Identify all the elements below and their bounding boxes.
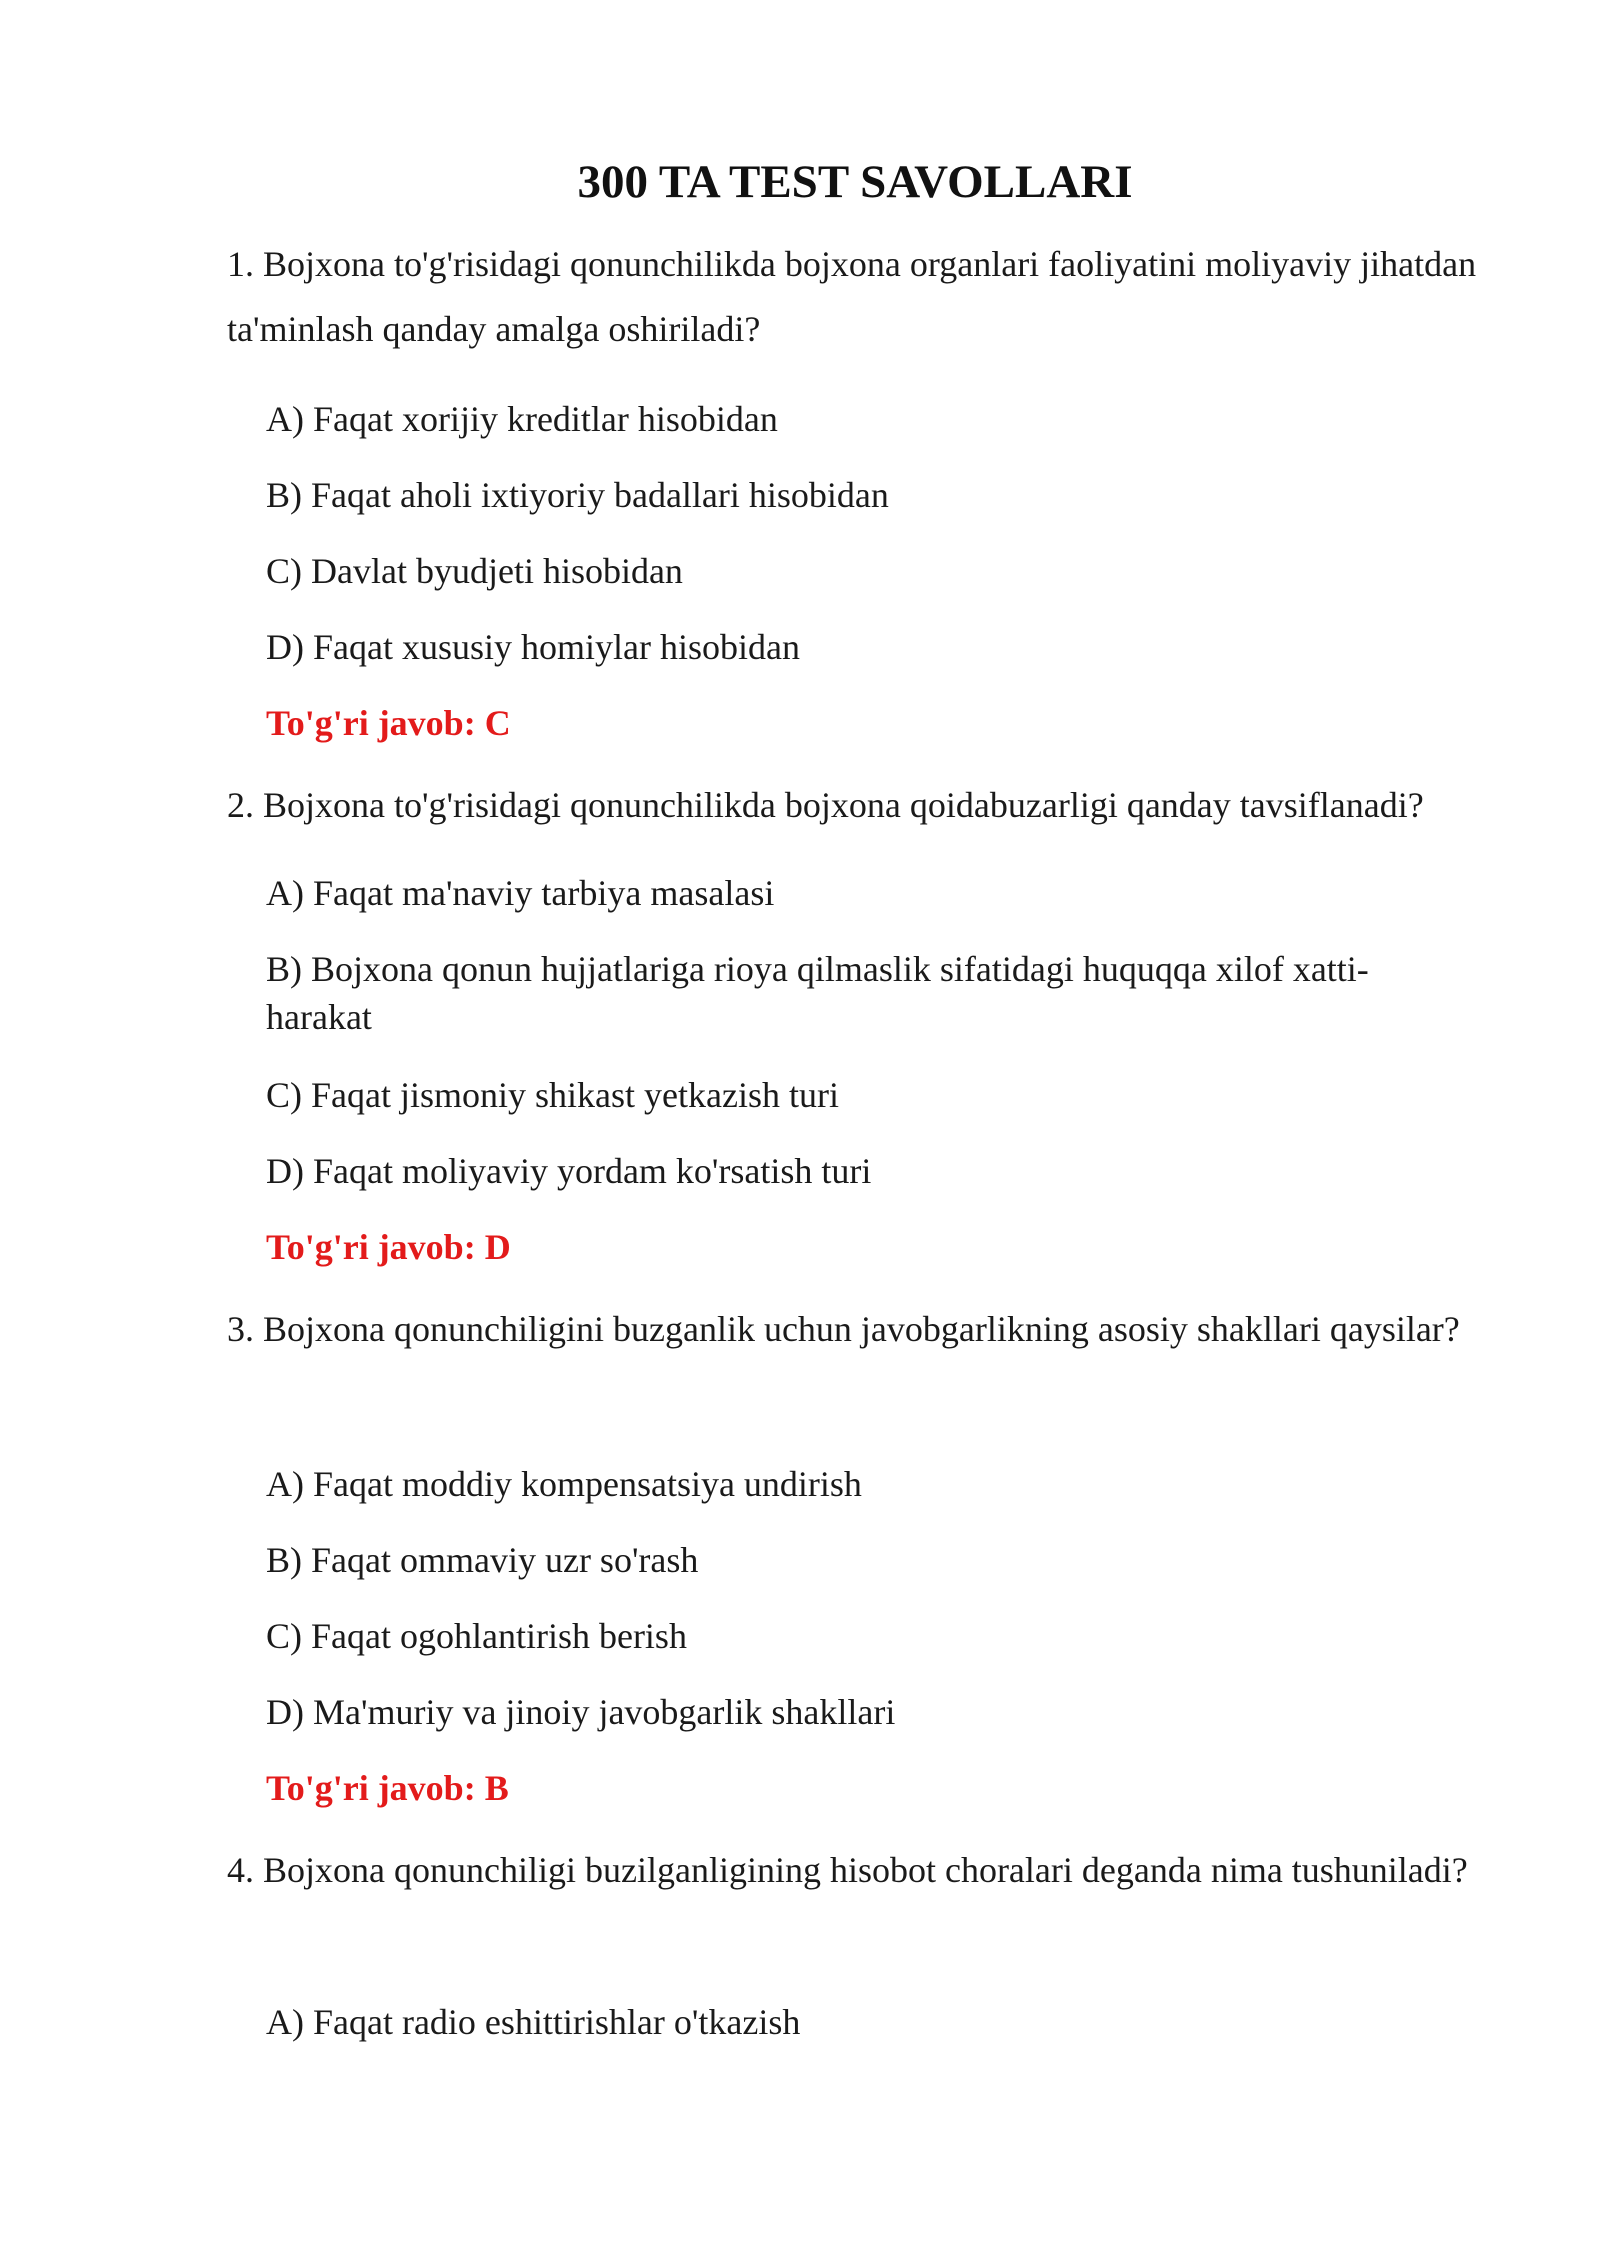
question-3-answer: To'g'ri javob: B: [266, 1768, 509, 1808]
question-3-text: 3. Bojxona qonunchiligini buzganlik uchun javobgarlikning asosiy shakllari qaysilar?: [227, 1309, 1460, 1349]
question-1-option-b: B) Faqat aholi ixtiyoriy badallari hisobidan: [266, 475, 889, 515]
question-2-option-a: A) Faqat ma'naviy tarbiya masalasi: [266, 873, 775, 913]
question-1-option-c: C) Davlat byudjeti hisobidan: [266, 551, 683, 591]
question-2-option-d: D) Faqat moliyaviy yordam ko'rsatish turi: [266, 1151, 872, 1191]
question-4-option-a: A) Faqat radio eshittirishlar o'tkazish: [266, 2002, 801, 2042]
question-2-answer: To'g'ri javob: D: [266, 1227, 511, 1267]
question-1-option-d: D) Faqat xususiy homiylar hisobidan: [266, 627, 800, 667]
question-3-option-b: B) Faqat ommaviy uzr so'rash: [266, 1540, 699, 1580]
question-2-option-b: B) Bojxona qonun hujjatlariga rioya qilmaslik sifatidagi huquqqa xilof xatti-harakat: [266, 949, 1369, 1037]
question-1-text: 1. Bojxona to'g'risidagi qonunchilikda bojxona organlari faoliyatini moliyaviy jihatdan ta'minlash qanday amalga oshiriladi?: [227, 244, 1477, 349]
question-3-option-c: C) Faqat ogohlantirish berish: [266, 1616, 687, 1656]
document-title: 300 TA TEST SAVOLLARI: [577, 156, 1133, 208]
question-1-answer: To'g'ri javob: C: [266, 703, 511, 743]
question-3-option-d: D) Ma'muriy va jinoiy javobgarlik shakllari: [266, 1692, 896, 1732]
question-1-option-a: A) Faqat xorijiy kreditlar hisobidan: [266, 399, 778, 439]
question-3-option-a: A) Faqat moddiy kompensatsiya undirish: [266, 1464, 862, 1504]
question-2-text: 2. Bojxona to'g'risidagi qonunchilikda bojxona qoidabuzarligi qanday tavsiflanadi?: [227, 785, 1424, 825]
question-2-option-c: C) Faqat jismoniy shikast yetkazish turi: [266, 1075, 839, 1115]
question-4-text: 4. Bojxona qonunchiligi buzilganligining hisobot choralari deganda nima tushuniladi?: [227, 1850, 1468, 1890]
